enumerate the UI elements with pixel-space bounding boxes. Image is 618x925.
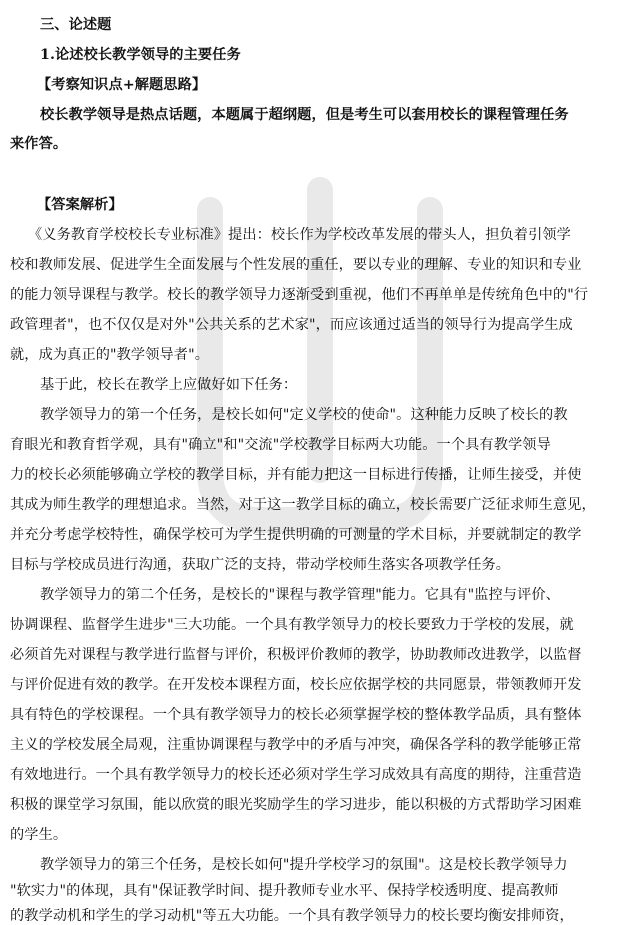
paragraph-line: 协调课程、监督学生进步"三大功能。一个具有教学领导力的校长要致力于学校的发展，就 (10, 617, 574, 633)
paragraph-line: 的学生。 (10, 827, 68, 843)
paragraph-line: 基于此，校长在教学上应做好如下任务： (40, 377, 298, 393)
paragraph-line: 具有特色的学校课程。一个具有教学领导力的校长必须掌握学校的整体教学品质，具有整体 (10, 707, 582, 723)
paragraph-line: 教学领导力的第一个任务，是校长如何"定义学校的使命"。这种能力反映了校长的教 (40, 407, 568, 423)
paragraph-line: 的能力领导课程与教学。校长的教学领导力逐渐受到重视，他们不再单单是传统角色中的"行 (10, 287, 589, 303)
paragraph-line: 并充分考虑学校特性，确保学校可为学生提供明确的可测量的学术目标，并要就制定的教学 (10, 527, 582, 543)
paragraph-line: 就，成为真正的"教学领导者"。 (10, 347, 209, 363)
paragraph-line: 教学领导力的第二个任务，是校长的"课程与教学管理"能力。它具有"监控与评价、 (40, 587, 560, 603)
paragraph-line: 育眼光和教育哲学观，具有"确立"和"交流"学校教学目标两大功能。一个具有教学领导 (10, 437, 551, 453)
paragraph-line: 有效地进行。一个具有教学领导力的校长还必须对学生学习成效具有高度的期待，注重营造 (10, 767, 582, 783)
paragraph-line: 《义务教育学校校长专业标准》提出：校长作为学校改革发展的带头人，担负着引领学 (28, 227, 571, 243)
paragraph-line: 校和教师发展、促进学生全面发展与个性发展的重任，要以专业的理解、专业的知识和专业 (10, 257, 582, 273)
answer-label: 【答案解析】 (37, 197, 123, 213)
paragraph-line: "软实力"的体现，具有"保证教学时间、提升教师专业水平、保持学校透明度、提高教师 (10, 883, 559, 899)
paragraph-line: 目标与学校成员进行沟通，获取广泛的支持，带动学校师生落实各项教学任务。 (10, 557, 511, 573)
paragraph-line: 与评价促进有效的教学。在开发校本课程方面，校长应依据学校的共同愿景，带领教师开发 (10, 677, 582, 693)
paragraph-line: 主义的学校发展全局观，注重协调课程与教学中的矛盾与冲突，确保各学科的教学能够正常 (10, 737, 582, 753)
section-heading: 三、论述题 (40, 17, 112, 33)
question-title: 1.论述校长教学领导的主要任务 (40, 47, 241, 63)
paragraph-line: 必须首先对课程与教学进行监督与评价，积极评价教师的教学，协助教师改进教学，以监督 (10, 647, 582, 663)
paragraph-line: 积极的课堂学习氛围，能以欣赏的眼光奖励学生的学习进步，能以积极的方式帮助学习困难 (10, 797, 582, 813)
paragraph-line: 政管理者"，也不仅仅是对外"公共关系的艺术家"，而应该通过适当的领导行为提高学生成 (10, 317, 573, 333)
paragraph-line: 力的校长必须能够确立学校的教学目标，并有能力把这一目标进行传播，让师生接受，并使 (10, 467, 582, 483)
thinking-line-2: 来作答。 (10, 136, 68, 152)
paragraph-line: 其成为师生教学的理想追求。当然，对于这一教学目标的确立，校长需要广泛征求师生意见， (10, 497, 596, 513)
paragraph-line: 教学领导力的第三个任务，是校长如何"提升学校学习的氛围"。这是校长教学领导力 (40, 857, 568, 873)
knowledge-label: 【考察知识点+解题思路】 (37, 77, 207, 93)
thinking-line-1: 校长教学领导是热点话题，本题属于超纲题，但是考生可以套用校长的课程管理任务 (40, 107, 569, 123)
paragraph-line: 的教学动机和学生的学习动机"等五大功能。一个具有教学领导力的校长要均衡安排师资， (10, 908, 574, 924)
